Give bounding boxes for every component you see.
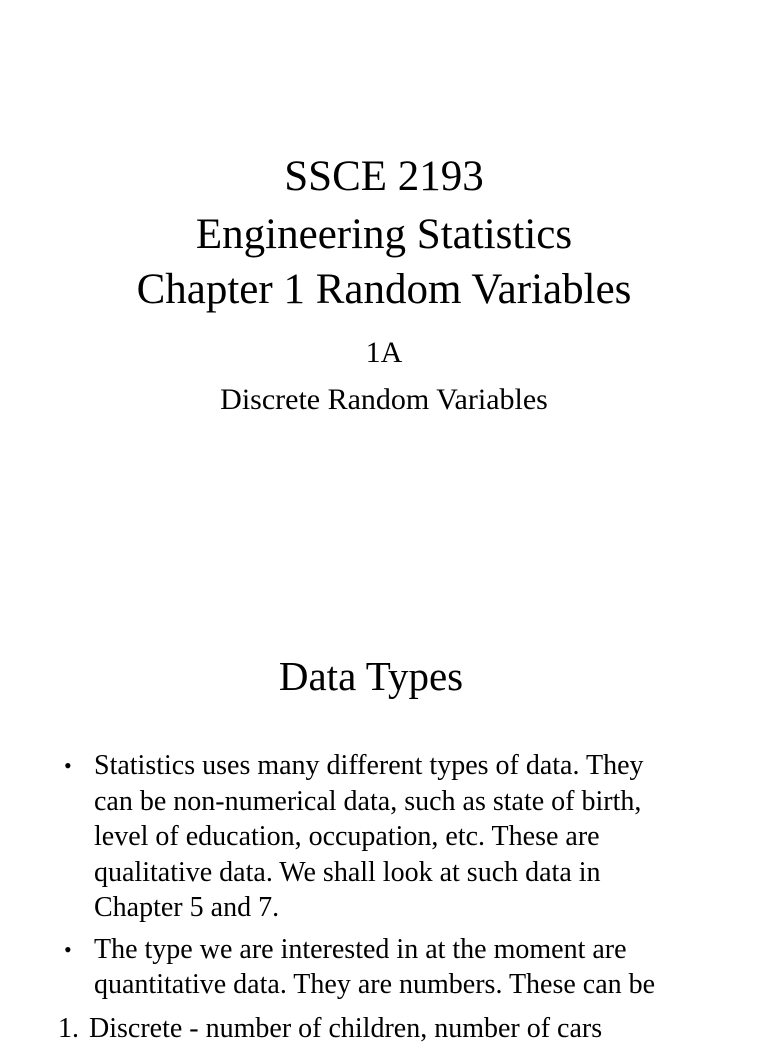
bullet-line: level of education, occupation, etc. These are: [94, 821, 600, 852]
section-title: Discrete Random Variables: [220, 383, 548, 416]
list-number: 1.: [58, 1013, 79, 1044]
bullet-item: [58, 748, 708, 926]
bullet-item: [58, 932, 708, 1003]
bullet-line: The type we are interested in at the moment are: [94, 933, 627, 965]
bullet-line: can be non-numerical data, such as state of birth,: [94, 785, 642, 817]
bullet-line: qualitative data. We shall look at such data in: [94, 856, 601, 888]
bullet-icon: •: [64, 753, 72, 778]
bullet-line: Statistics uses many different types of data. They: [94, 750, 644, 781]
list-item-text: Discrete - number of children, number of cars: [89, 1013, 603, 1044]
data-types-slide: [0, 600, 768, 1044]
numbered-list-item: [58, 1011, 738, 1047]
course-name-title: Engineering Statistics: [195, 211, 573, 258]
bullet-icon: •: [64, 936, 72, 962]
bullet-line: quantitative data. They are numbers. These can be: [94, 969, 656, 1000]
bullet-line: Chapter 5 and 7.: [94, 892, 280, 923]
chapter-title: Chapter 1 Random Variables: [136, 266, 632, 313]
course-code-title: SSCE 2193: [284, 153, 484, 200]
section-number: 1A: [365, 336, 403, 369]
bullet-list: [58, 748, 708, 1009]
slide-heading: Data Types: [278, 653, 464, 699]
